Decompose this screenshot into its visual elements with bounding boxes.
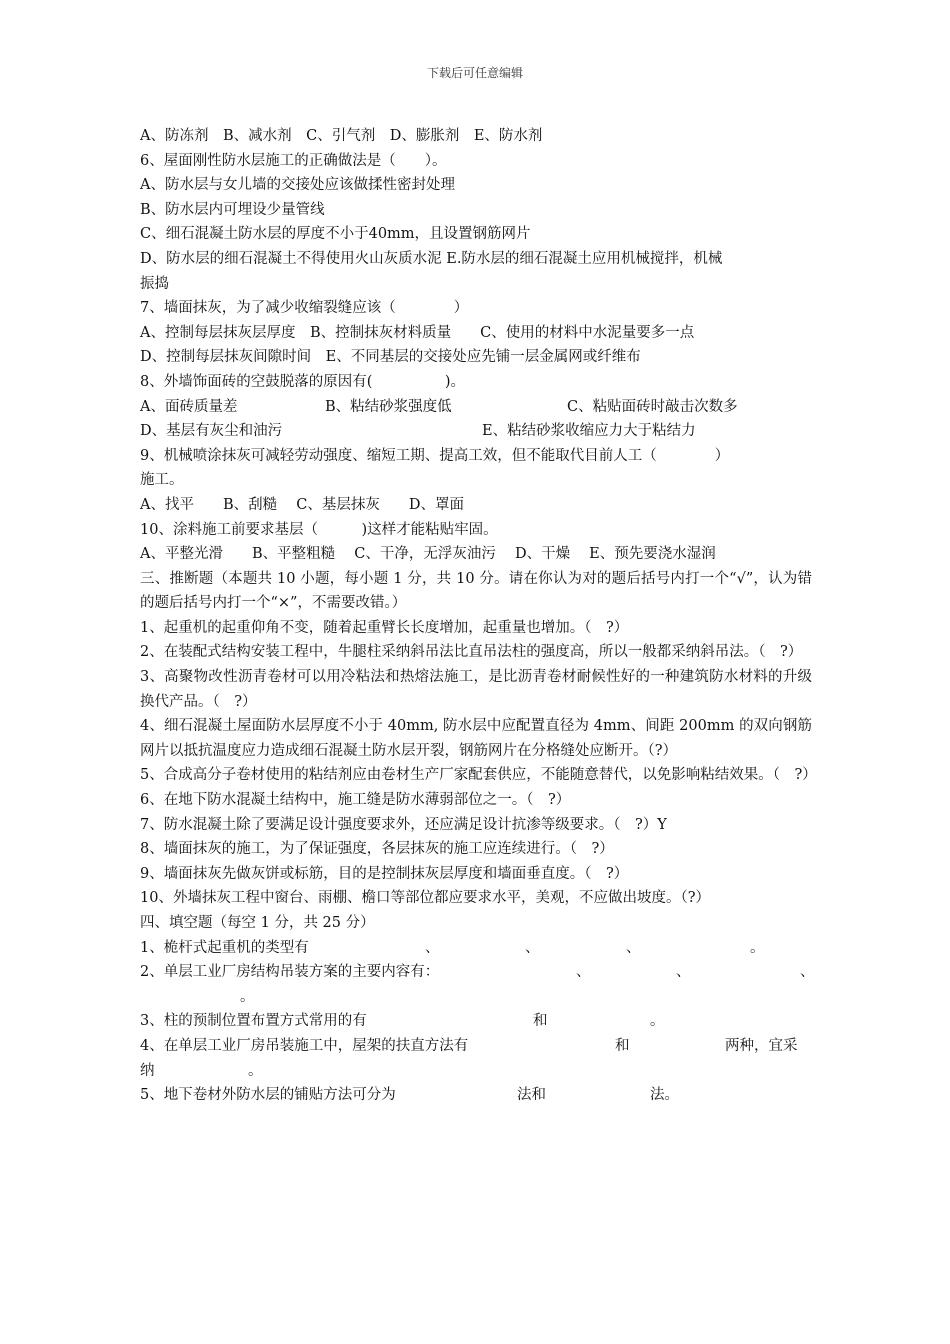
q9-options: A、找平 B、刮糙 C、基层抹灰 D、罩面 bbox=[140, 496, 464, 513]
q8-option-d: D、基层有灰尘和油污 bbox=[140, 423, 283, 440]
fill-q4-text: 4、在单层工业厂房吊装施工中，屋架的扶直方法有 bbox=[140, 1037, 469, 1054]
judge-item-3: 3、高聚物改性沥青卷材可以用冷粘法和热熔法施工，是比沥青卷材耐候性好的一种建筑防水材料的升级换代产品。（ ?） bbox=[140, 669, 812, 710]
q8-option-c: C、粘贴面砖时敲击次数多 bbox=[567, 398, 738, 415]
fill-q2-sep: 、 bbox=[800, 964, 815, 981]
q10-options: A、平整光滑 B、平整粗糙 C、干净，无浮灰油污 D、干燥 E、预先要浇水湿润 bbox=[140, 546, 716, 563]
fill-q1-sep: 。 bbox=[750, 939, 765, 956]
fill-q1-sep: 、 bbox=[626, 939, 641, 956]
question-9: 9、机械喷涂抹灰可减轻劳动强度、缩短工期、提高工效，但不能取代目前人工（ ） bbox=[140, 447, 730, 464]
q8-options-row2 bbox=[140, 419, 812, 444]
judge-item-2: 2、在装配式结构安装工程中，牛腿柱采纳斜吊法比直吊法柱的强度高，所以一般都采纳斜吊法。（ ?） bbox=[140, 644, 803, 661]
fill-q4-after: 两种，宜采 bbox=[725, 1037, 798, 1054]
document-body bbox=[140, 124, 817, 1108]
fill-q2 bbox=[140, 960, 815, 985]
judge-item-8: 8、墙面抹灰的施工，为了保证强度，各层抹灰的施工应连续进行。（ ?） bbox=[140, 841, 614, 858]
fill-q4-cont bbox=[140, 1059, 812, 1084]
q7-options-2: D、控制每层抹灰间隙时间 E、不同基层的交接处应先铺一层金属网或纤维布 bbox=[140, 349, 641, 366]
fill-q5-text: 5、地下卷材外防水层的铺贴方法可分为 bbox=[140, 1087, 396, 1104]
q6-option-d-e: D、防水层的细石混凝土不得使用火山灰质水泥 E.防水层的细石混凝土应用机械搅拌，机械 bbox=[140, 250, 723, 267]
q8-options-row1 bbox=[140, 395, 812, 420]
section-3-heading: 三、推断题（本题共 10 小题，每小题 1 分，共 10 分。请在你认为对的题后括号内打一个“√”，认为错的题后括号内打一个“×”，不需要改错。） bbox=[140, 570, 812, 612]
judge-item-10: 10、外墙抹灰工程中窗台、雨棚、檐口等部位都应要求水平，美观，不应做出坡度。（?） bbox=[140, 890, 710, 907]
fill-q1-sep: 、 bbox=[425, 939, 440, 956]
question-10: 10、涂料施工前要求基层（ )这样才能粘贴牢固。 bbox=[140, 521, 498, 538]
fill-q3-end: 。 bbox=[650, 1013, 665, 1030]
q7-options-1: A、控制每层抹灰层厚度 B、控制抹灰材料质量 C、使用的材料中水泥量要多一点 bbox=[140, 324, 695, 341]
judge-item-7: 7、防水混凝土除了要满足设计强度要求外，还应满足设计抗渗等级要求。（ ?）Y bbox=[140, 816, 667, 833]
fill-q2-sep: 、 bbox=[576, 964, 591, 981]
question-6: 6、屋面刚性防水层施工的正确做法是（ ）。 bbox=[140, 152, 447, 169]
fill-q2-end: 。 bbox=[240, 988, 255, 1005]
fill-q2-sep: 、 bbox=[676, 964, 691, 981]
fill-q4-mid: 和 bbox=[615, 1037, 630, 1054]
q6-option-e-cont: 振捣 bbox=[140, 275, 169, 292]
q6-option-b: B、防水层内可埋设少量管线 bbox=[140, 201, 325, 218]
q6-option-a: A、防水层与女儿墙的交接处应该做揉性密封处理 bbox=[140, 177, 455, 194]
fill-q1 bbox=[140, 936, 812, 961]
fill-q3-text: 3、柱的预制位置布置方式常用的有 bbox=[140, 1013, 367, 1030]
q6-option-c: C、细石混凝土防水层的厚度不小于40mm，且设置钢筋网片 bbox=[140, 226, 531, 243]
fill-q1-text: 1、桅杆式起重机的类型有 bbox=[140, 939, 309, 956]
fill-q2-cont bbox=[140, 985, 812, 1010]
fill-q4 bbox=[140, 1034, 812, 1059]
judge-item-6: 6、在地下防水混凝土结构中，施工缝是防水薄弱部位之一。（ ?） bbox=[140, 792, 571, 809]
section-4-heading: 四、填空题（每空 1 分，共 25 分） bbox=[140, 915, 375, 931]
fill-q1-sep: 、 bbox=[525, 939, 540, 956]
q8-option-e: E、粘结砂浆收缩应力大于粘结力 bbox=[482, 423, 696, 440]
fill-q5-end: 法。 bbox=[650, 1087, 679, 1104]
q5-options: A、防冻剂 B、减水剂 C、引气剂 D、膨胀剂 E、防水剂 bbox=[140, 128, 543, 144]
judge-item-5: 5、合成高分子卷材使用的粘结剂应由卷材生产厂家配套供应，不能随意替代，以免影响粘结效果。（ ?） bbox=[140, 767, 817, 784]
fill-q4-cont-text: 纳 bbox=[140, 1062, 155, 1079]
fill-q3 bbox=[140, 1009, 812, 1034]
fill-q5 bbox=[140, 1083, 812, 1108]
judge-item-4: 4、细石混凝土屋面防水层厚度不小于 40mm, 防水层中应配置直径为 4mm、间距 200mm 的双向钢筋网片以抵抗温度应力造成细石混凝土防水层开裂，钢筋网片在分格缝处应断开。（?） bbox=[140, 718, 812, 759]
page-header: 下载后可任意编辑 bbox=[426, 66, 523, 80]
fill-q4-end: 。 bbox=[248, 1062, 263, 1079]
question-7: 7、墙面抹灰，为了减少收缩裂缝应该（ ） bbox=[140, 300, 469, 317]
fill-q5-mid: 法和 bbox=[517, 1087, 546, 1104]
fill-q2-text: 2、单层工业厂房结构吊装方案的主要内容有： bbox=[140, 964, 440, 981]
judge-item-9: 9、墙面抹灰先做灰饼或标筋，目的是控制抹灰层厚度和墙面垂直度。（ ?） bbox=[140, 865, 629, 882]
q8-option-a: A、面砖质量差 bbox=[140, 398, 238, 415]
q8-option-b: B、粘结砂浆强度低 bbox=[325, 398, 452, 415]
judge-item-1: 1、起重机的起重仰角不变，随着起重臂长长度增加，起重量也增加。（ ?） bbox=[140, 619, 629, 636]
question-9-cont: 施工。 bbox=[140, 472, 184, 489]
fill-q3-mid: 和 bbox=[533, 1013, 548, 1030]
question-8: 8、外墙饰面砖的空鼓脱落的原因有( )。 bbox=[140, 373, 466, 390]
